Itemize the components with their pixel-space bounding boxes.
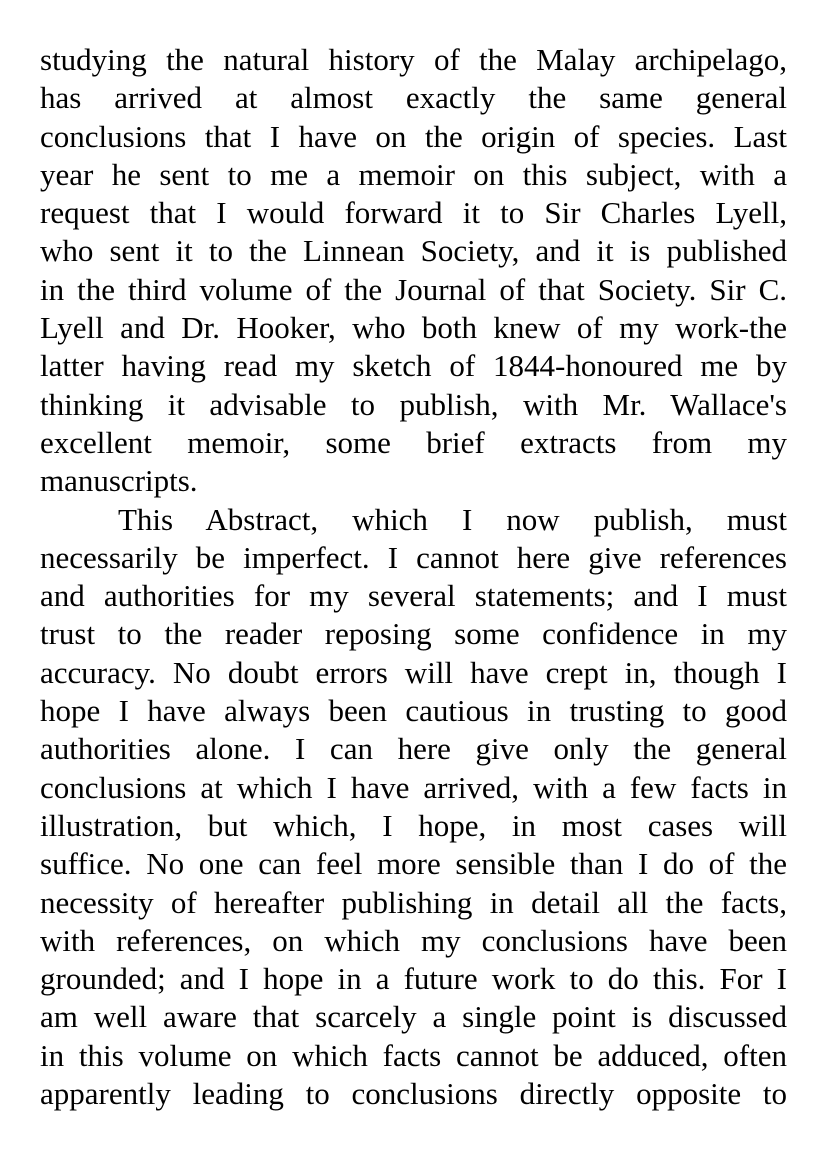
text-line: in the third volume of the Journal of that Society. Sir C.: [40, 271, 787, 307]
text-line: request that I would forward it to Sir Charles Lyell,: [40, 195, 787, 231]
text-line: suffice. No one can feel more sensible than I do of the: [40, 846, 787, 882]
body-text: [40, 41, 787, 1113]
text-line: accuracy. No doubt errors will have crept in, though I: [40, 654, 787, 690]
text-line: conclusions at which I have arrived, with a few facts in: [40, 769, 787, 805]
text-line: year he sent to me a memoir on this subject, with a: [40, 156, 787, 192]
text-line: studying the natural history of the Malay archipelago,: [40, 42, 787, 77]
text-line: who sent it to the Linnean Society, and it is published: [40, 233, 787, 269]
text-line: illustration, but which, I hope, in most cases will: [40, 807, 787, 843]
text-line: necessity of hereafter publishing in detail all the facts,: [40, 884, 787, 920]
text-line: hope I have always been cautious in trusting to good: [40, 693, 787, 729]
text-line: in this volume on which facts cannot be adduced, often: [40, 1037, 787, 1073]
text-line: apparently leading to conclusions directly opposite to: [40, 1076, 787, 1112]
text-line: thinking it advisable to publish, with Mr. Wallace's: [40, 386, 787, 422]
text-line: conclusions that I have on the origin of species. Last: [40, 118, 787, 154]
paragraph-first-line: This Abstract, which I now publish, must: [118, 501, 787, 537]
text-line: has arrived at almost exactly the same general: [40, 80, 787, 116]
text-line: necessarily be imperfect. I cannot here give references: [40, 539, 787, 575]
text-line: am well aware that scarcely a single point is discussed: [40, 999, 787, 1035]
text-line: manuscripts.: [40, 463, 198, 499]
text-line: grounded; and I hope in a future work to do this. For I: [40, 961, 787, 997]
text-line: with references, on which my conclusions have been: [40, 922, 787, 958]
text-line: and authorities for my several statements; and I must: [40, 578, 787, 614]
text-line: excellent memoir, some brief extracts from my: [40, 424, 787, 460]
text-line: authorities alone. I can here give only the general: [40, 731, 787, 767]
text-line: Lyell and Dr. Hooker, who both knew of my work-the: [40, 310, 787, 346]
text-line: trust to the reader reposing some confidence in my: [40, 616, 787, 652]
text-line: latter having read my sketch of 1844-honoured me by: [40, 348, 787, 384]
